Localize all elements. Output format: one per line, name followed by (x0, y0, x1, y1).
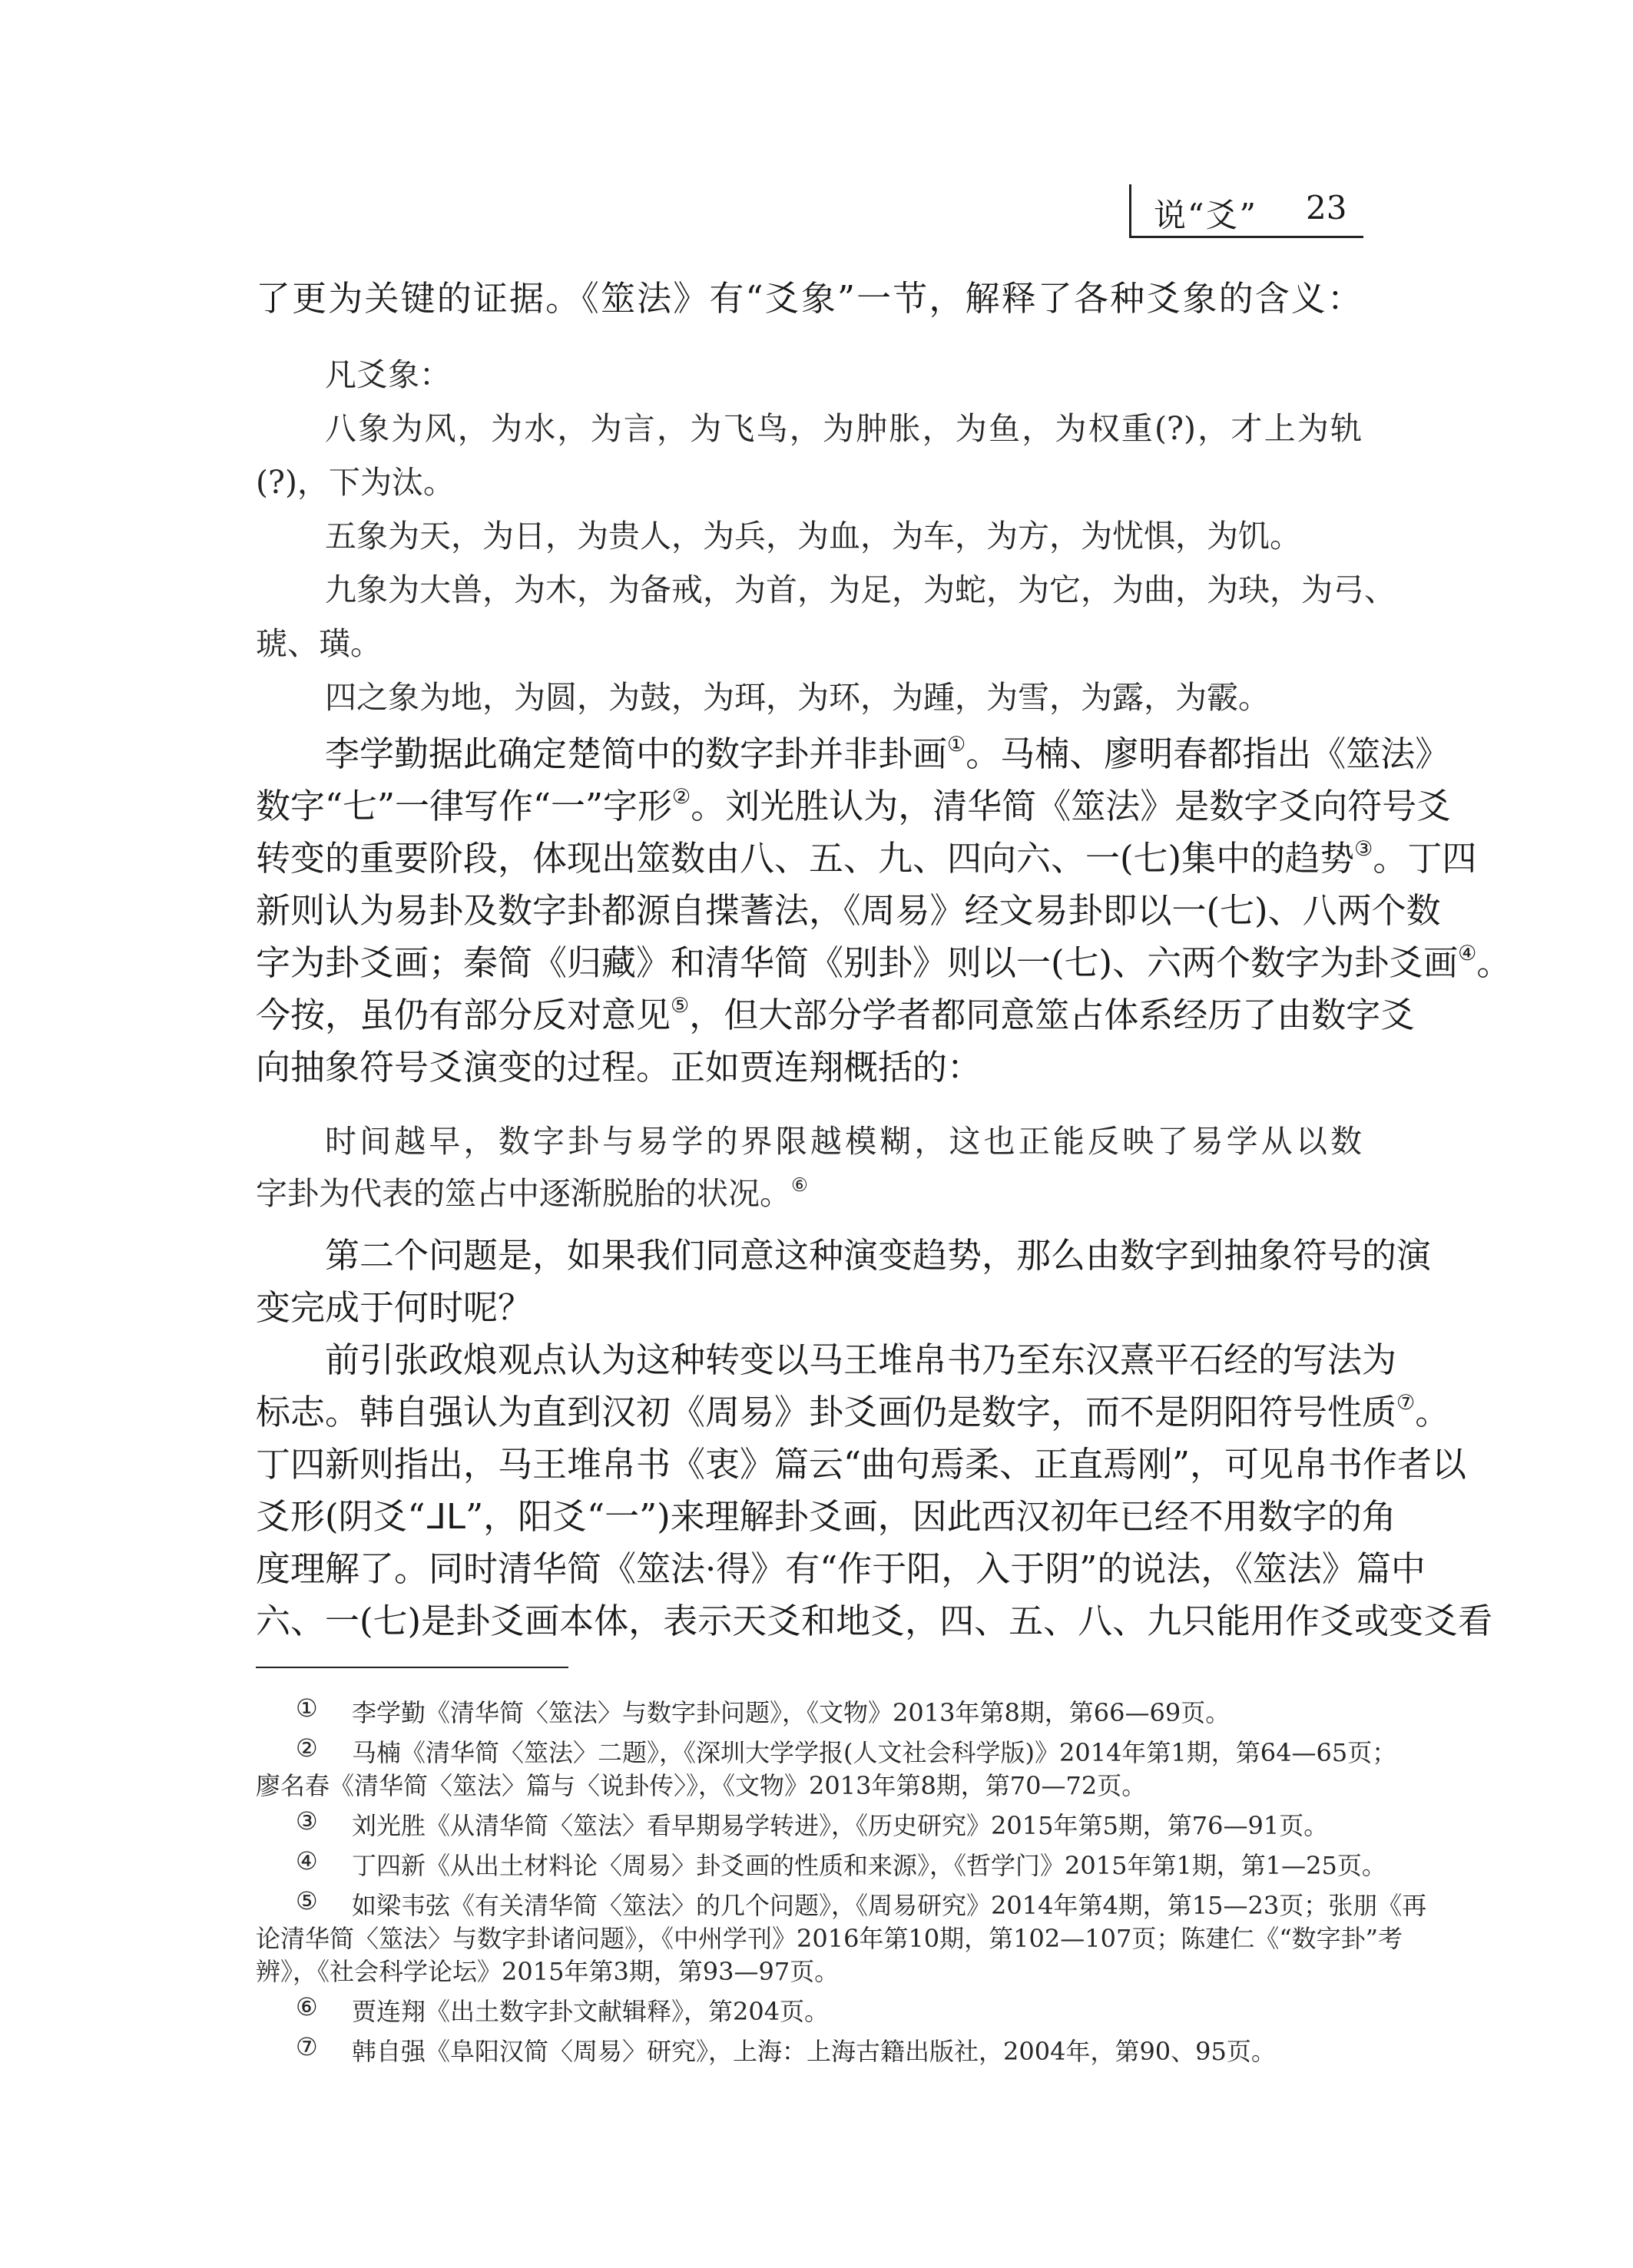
paragraph-line (256, 1039, 982, 1089)
paragraph-line-text: 六、一(七)是卦爻画本体，表示天爻和地爻，四、五、八、九只能用作爻或变爻看 (256, 1601, 1493, 1641)
block-quote-line (325, 672, 1270, 717)
paragraph-line (256, 778, 1452, 828)
paragraph-line-text: 字为卦爻画；秦简《归藏》和清华简《别卦》则以一(七)、六两个数字为卦爻画 (256, 942, 1459, 983)
paragraph-line (256, 270, 1362, 320)
footnote-mark: ⑥ (296, 1992, 318, 2021)
paragraph-line-text: 李学勤据此确定楚简中的数字卦并非卦画 (325, 733, 948, 774)
paragraph-line-tail: ，但大部分学者都同意筮占体系经历了由数字爻 (689, 995, 1416, 1035)
paragraph-line-tail: 。马楠、廖明春都指出《筮法》 (966, 733, 1450, 774)
footnote-mark: ⑦ (296, 2032, 318, 2061)
footnote-text: 韩自强《阜阳汉简〈周易〉研究》，上海：上海古籍出版社，2004年，第90、95页。 (352, 2037, 1276, 2066)
footnote-ref[interactable]: ② (672, 785, 691, 810)
footnote-ref[interactable]: ④ (1458, 942, 1477, 966)
paragraph-line-text: 转变的重要阶段，体现出筮数由八、五、九、四向六、一(七)集中的趋势 (256, 838, 1355, 879)
block-quote-line (325, 1116, 1362, 1161)
running-header (1129, 184, 1363, 238)
footnote-mark: ④ (296, 1846, 318, 1876)
paragraph-line-text: 新则认为易卦及数字卦都源自揲蓍法，《周易》经文易卦即以一(七)、八两个数 (256, 890, 1441, 931)
paragraph-line-tail: 。刘光胜认为，清华简《筮法》是数字爻向符号爻 (691, 786, 1452, 826)
footnote-mark: ① (296, 1694, 318, 1723)
paragraph-line (256, 1384, 1450, 1434)
paragraph-line (256, 1436, 1467, 1486)
paragraph-line-text: 爻形(阴爻“ᒧᒪ”，阳爻“一”)来理解卦爻画，因此西汉初年已经不用数字的角 (256, 1496, 1396, 1537)
paragraph-line-text: 变完成于何时呢？ (256, 1287, 533, 1328)
header-vertical-rule (1129, 184, 1131, 238)
paragraph-line-text: 数字“七”一律写作“一”字形 (256, 786, 673, 826)
paragraph-line (256, 830, 1477, 880)
paragraph-line-text: 前引张政烺观点认为这种转变以马王堆帛书乃至东汉熹平石经的写法为 (325, 1339, 1397, 1380)
footnote-ref[interactable]: ③ (1354, 837, 1373, 862)
footnote-text: 如梁韦弦《有关清华简〈筮法〉的几个问题》，《周易研究》2014年第4期，第15—23页；张朋《再 (352, 1891, 1427, 1920)
block-quote-line-text: 九象为大兽，为木，为备戒，为首，为足，为蛇，为它，为曲，为玦，为弓、 (325, 571, 1396, 608)
footnote-text: 刘光胜《从清华简〈筮法〉看早期易学转进》，《历史研究》2015年第5期，第76—91页。 (352, 1811, 1329, 1840)
footnote-text: 廖名春《清华简〈筮法〉篇与〈说卦传〉》，《文物》2013年第8期，第70—72页。 (256, 1771, 1147, 1800)
block-quote-line-text: 琥、璜。 (256, 625, 382, 662)
block-quote-line-text: 凡爻象： (325, 356, 451, 393)
block-quote-line (256, 1168, 808, 1213)
paragraph-line (256, 1541, 1426, 1591)
paragraph-line-text: 度理解了。同时清华简《筮法·得》有“作于阳，入于阴”的说法，《筮法》篇中 (256, 1548, 1426, 1589)
block-quote-line-text: (?)，下为汰。 (256, 464, 455, 501)
paragraph-line (325, 1227, 1432, 1277)
paragraph-line-text: 丁四新则指出，马王堆帛书《衷》篇云“曲句焉柔、正直焉刚”，可见帛书作者以 (256, 1444, 1467, 1485)
footnote-text: 贾连翔《出土数字卦文献辑释》，第204页。 (352, 1997, 830, 2026)
footnote-text: 辨》，《社会科学论坛》2015年第3期，第93—97页。 (256, 1957, 840, 1986)
paragraph-line (256, 1280, 532, 1329)
footnote-ref[interactable]: ⑥ (791, 1173, 809, 1196)
paragraph-line-tail: 。 (1415, 1392, 1450, 1432)
footnote-separator (256, 1667, 568, 1668)
footnote-text: 论清华简〈筮法〉与数字卦诸问题》，《中州学刊》2016年第10期，第102—107页；陈建仁《“数字卦”考 (256, 1924, 1403, 1953)
paragraph-line-text: 今按，虽仍有部分反对意见 (256, 995, 671, 1035)
footnote-text: 马楠《清华简〈筮法〉二题》，《深圳大学学报(人文社会科学版)》2014年第1期，第64—65页； (352, 1738, 1397, 1767)
block-quote-line-text: 时间越早，数字卦与易学的界限越模糊，这也正能反映了易学从以数 (325, 1123, 1362, 1160)
footnote-mark: ② (296, 1733, 318, 1763)
block-quote-line-text: 八象为风，为水，为言，为飞鸟，为肿胀，为鱼，为权重(?)，才上为轨 (325, 410, 1362, 447)
paragraph-line-text: 了更为关键的证据。《筮法》有“爻象”一节，解释了各种爻象的含义： (256, 278, 1362, 319)
block-quote-line (325, 403, 1362, 449)
footnote-mark: ⑤ (296, 1886, 318, 1915)
paragraph-line (256, 882, 1441, 932)
running-title: 说“爻” (1154, 197, 1257, 234)
footnote-ref[interactable]: ⑦ (1396, 1391, 1416, 1415)
paragraph-line (325, 726, 1450, 776)
footnote-ref[interactable]: ① (947, 733, 966, 757)
page-number: 23 (1306, 189, 1347, 227)
footnote-mark: ③ (296, 1806, 318, 1836)
block-quote-line (325, 565, 1396, 610)
block-quote-line (256, 457, 455, 502)
block-quote-line (325, 511, 1301, 556)
paragraph-line-tail: 。 (1476, 942, 1512, 983)
paragraph-line (256, 1488, 1396, 1538)
block-quote-line-text: 字卦为代表的筮占中逐渐脱胎的状况。 (256, 1175, 791, 1212)
block-quote-line-text: 四之象为地，为圆，为鼓，为珥，为环，为踵，为雪，为露，为霰。 (325, 679, 1270, 716)
paragraph-line-text: 标志。韩自强认为直到汉初《周易》卦爻画仍是数字，而不是阴阳符号性质 (256, 1392, 1397, 1432)
paragraph-line-text: 第二个问题是，如果我们同意这种演变趋势，那么由数字到抽象符号的演 (325, 1235, 1432, 1276)
block-quote-line (256, 618, 382, 664)
block-quote-line (325, 349, 451, 395)
paragraph-line (256, 1593, 1493, 1643)
paragraph-line-tail: 。丁四 (1373, 838, 1477, 879)
paragraph-line (256, 935, 1512, 985)
footnote-text: 李学勤《清华简〈筮法〉与数字卦问题》，《文物》2013年第8期，第66—69页。 (352, 1698, 1231, 1727)
footnote-ref[interactable]: ⑤ (671, 994, 690, 1018)
paragraph-line-text: 向抽象符号爻演变的过程。正如贾连翔概括的： (256, 1047, 982, 1088)
block-quote-line-text: 五象为天，为日，为贵人，为兵，为血，为车，为方，为忧惧，为饥。 (325, 518, 1301, 555)
paragraph-line (256, 987, 1416, 1037)
footnote-text: 丁四新《从出土材料论〈周易〉卦爻画的性质和来源》，《哲学门》2015年第1期，第1—25页。 (352, 1851, 1386, 1880)
paragraph-line (325, 1332, 1397, 1382)
